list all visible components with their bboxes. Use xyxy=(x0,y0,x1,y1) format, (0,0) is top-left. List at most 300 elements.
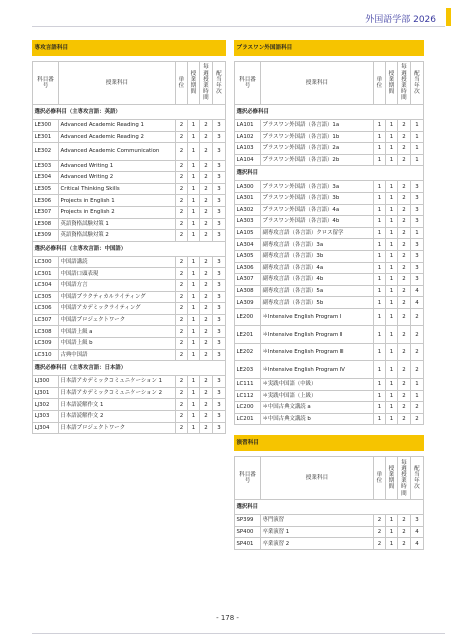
course-period: 1 xyxy=(385,274,397,286)
course-name: プラスワン外国語（各言語）2a xyxy=(261,143,374,155)
column-header-units: 単位 xyxy=(373,457,385,500)
course-units: 2 xyxy=(175,183,187,195)
course-weekly-hours: 2 xyxy=(199,268,212,280)
table-row xyxy=(235,227,424,239)
section-header-row xyxy=(33,361,226,376)
course-period: 1 xyxy=(385,402,397,414)
course-weekly-hours: 2 xyxy=(397,378,410,390)
course-period: 1 xyxy=(385,192,397,204)
table-row xyxy=(33,376,226,388)
course-year: 3 xyxy=(212,410,225,422)
table-row xyxy=(235,216,424,228)
course-year: 3 xyxy=(212,338,225,350)
course-period: 1 xyxy=(187,172,199,184)
table-row xyxy=(235,192,424,204)
course-name: Advanced Academic Communication xyxy=(59,143,176,161)
table-row xyxy=(33,256,226,268)
course-name: Advanced Academic Reading 1 xyxy=(59,120,176,132)
course-period: 1 xyxy=(187,218,199,230)
header-accent-tab xyxy=(446,8,451,26)
course-weekly-hours: 2 xyxy=(199,349,212,361)
course-name: プラスワン外国語（各言語）3a xyxy=(261,181,374,193)
table-row xyxy=(235,361,424,379)
table-row xyxy=(33,387,226,399)
section-label: 選択必修科目（主専攻言語：日本語） xyxy=(33,361,226,376)
table-gap xyxy=(234,425,424,435)
course-year: 3 xyxy=(212,291,225,303)
course-period: 1 xyxy=(385,216,397,228)
table-row xyxy=(33,195,226,207)
course-name: 中国語上級 b xyxy=(59,338,176,350)
course-weekly-hours: 2 xyxy=(397,143,410,155)
course-units: 1 xyxy=(373,378,385,390)
course-weekly-hours: 2 xyxy=(397,154,410,166)
course-units: 1 xyxy=(373,181,385,193)
course-code: LJ301 xyxy=(33,387,59,399)
course-code: LJ300 xyxy=(33,376,59,388)
course-weekly-hours: 2 xyxy=(199,376,212,388)
table-row xyxy=(33,218,226,230)
course-name: 専門演習 xyxy=(261,515,374,527)
course-units: 2 xyxy=(175,218,187,230)
course-year: 1 xyxy=(410,143,423,155)
course-period: 1 xyxy=(187,143,199,161)
course-weekly-hours: 2 xyxy=(199,160,212,172)
table-row xyxy=(33,349,226,361)
course-year: 3 xyxy=(212,160,225,172)
course-name: 中国語方言 xyxy=(59,280,176,292)
course-weekly-hours: 2 xyxy=(199,314,212,326)
table-row xyxy=(33,268,226,280)
course-period: 1 xyxy=(187,268,199,280)
table-row xyxy=(235,131,424,143)
course-weekly-hours: 2 xyxy=(199,291,212,303)
section-label: 選択必修科目（主専攻言語：英語） xyxy=(33,105,226,120)
course-period: 1 xyxy=(187,338,199,350)
footer-divider xyxy=(32,633,445,634)
course-code: LA309 xyxy=(235,297,261,309)
course-units: 1 xyxy=(373,262,385,274)
course-weekly-hours: 2 xyxy=(199,230,212,242)
course-year: 3 xyxy=(212,314,225,326)
course-year: 3 xyxy=(212,172,225,184)
course-weekly-hours: 2 xyxy=(199,120,212,132)
course-year: 3 xyxy=(410,192,423,204)
course-weekly-hours: 2 xyxy=(199,195,212,207)
section-header-row xyxy=(235,500,424,515)
course-units: 2 xyxy=(175,410,187,422)
course-year: 4 xyxy=(410,538,423,550)
course-units: 2 xyxy=(175,349,187,361)
course-code: LA304 xyxy=(235,239,261,251)
course-code: SP399 xyxy=(235,515,261,527)
column-header-code: 科目番号 xyxy=(235,457,261,500)
course-code: LJ304 xyxy=(33,422,59,434)
course-code: LE308 xyxy=(33,218,59,230)
course-units: 2 xyxy=(175,422,187,434)
table-row xyxy=(235,378,424,390)
course-weekly-hours: 2 xyxy=(199,399,212,411)
course-year: 3 xyxy=(212,230,225,242)
table-row xyxy=(33,120,226,132)
table-row xyxy=(235,274,424,286)
course-code: LE303 xyxy=(33,160,59,172)
course-weekly-hours: 2 xyxy=(199,218,212,230)
course-period: 1 xyxy=(385,538,397,550)
course-units: 2 xyxy=(175,160,187,172)
column-header-subject: 授業科目 xyxy=(261,457,374,500)
course-period: 1 xyxy=(187,120,199,132)
table-row xyxy=(33,172,226,184)
course-period: 1 xyxy=(187,230,199,242)
course-name: Critical Thinking Skills xyxy=(59,183,176,195)
course-name: 副専攻言語（各言語）3a xyxy=(261,239,374,251)
course-units: 2 xyxy=(175,230,187,242)
course-code: LC305 xyxy=(33,291,59,303)
course-weekly-hours: 2 xyxy=(397,308,410,326)
table-row xyxy=(33,280,226,292)
course-units: 1 xyxy=(373,204,385,216)
table-title: 演習科目 xyxy=(235,436,424,451)
course-weekly-hours: 2 xyxy=(397,526,410,538)
column-header-year: 配当年次 xyxy=(410,457,423,500)
course-name: 英語資格試験対策 2 xyxy=(59,230,176,242)
column-header-code: 科目番号 xyxy=(33,62,59,105)
course-period: 1 xyxy=(187,326,199,338)
course-code: LE307 xyxy=(33,207,59,219)
course-code: LC111 xyxy=(235,378,261,390)
course-units: 2 xyxy=(175,120,187,132)
course-code: LC301 xyxy=(33,268,59,280)
course-name: Projects in English 2 xyxy=(59,207,176,219)
course-code: LC200 xyxy=(235,402,261,414)
course-units: 2 xyxy=(175,326,187,338)
course-year: 3 xyxy=(410,274,423,286)
column-header-year: 配当年次 xyxy=(410,62,423,105)
course-name: 日本語アカデミックコミュニケーション 2 xyxy=(59,387,176,399)
major-language-course-table xyxy=(32,40,226,434)
section-label: 選択科目 xyxy=(235,166,424,181)
course-year: 3 xyxy=(212,399,225,411)
course-weekly-hours: 2 xyxy=(199,131,212,143)
course-year: 3 xyxy=(212,131,225,143)
course-period: 1 xyxy=(187,399,199,411)
table-row xyxy=(235,297,424,309)
course-period: 1 xyxy=(385,143,397,155)
course-units: 1 xyxy=(373,308,385,326)
course-units: 2 xyxy=(175,131,187,143)
course-weekly-hours: 2 xyxy=(199,303,212,315)
table-row xyxy=(33,131,226,143)
course-year: 3 xyxy=(212,120,225,132)
course-code: LE309 xyxy=(33,230,59,242)
course-year: 1 xyxy=(410,378,423,390)
section-header-row xyxy=(235,105,424,120)
course-year: 3 xyxy=(410,262,423,274)
course-year: 2 xyxy=(410,343,423,361)
course-weekly-hours: 2 xyxy=(397,204,410,216)
course-name: Advanced Academic Reading 2 xyxy=(59,131,176,143)
course-name: ＊Intensive English Program Ⅰ xyxy=(261,308,374,326)
course-code: LC304 xyxy=(33,280,59,292)
course-year: 2 xyxy=(410,326,423,344)
course-period: 1 xyxy=(187,207,199,219)
left-column xyxy=(32,40,226,434)
course-name: プラスワン外国語（各言語）4b xyxy=(261,216,374,228)
course-period: 1 xyxy=(385,250,397,262)
course-year: 3 xyxy=(410,250,423,262)
course-year: 3 xyxy=(212,387,225,399)
header-divider xyxy=(32,26,445,27)
course-code: LC300 xyxy=(33,256,59,268)
column-header-period: 授業期間 xyxy=(187,62,199,105)
table-row xyxy=(235,154,424,166)
column-header-row xyxy=(235,457,424,500)
course-name: ＊Intensive English Program Ⅱ xyxy=(261,326,374,344)
course-code: LA302 xyxy=(235,204,261,216)
course-units: 2 xyxy=(175,207,187,219)
table-title-row xyxy=(33,41,226,56)
table-row xyxy=(33,410,226,422)
page-number: - 178 - xyxy=(216,614,239,622)
course-year: 3 xyxy=(212,326,225,338)
course-code: LA308 xyxy=(235,285,261,297)
course-period: 1 xyxy=(187,349,199,361)
course-units: 1 xyxy=(373,390,385,402)
column-header-period: 授業期間 xyxy=(385,457,397,500)
course-code: LE306 xyxy=(33,195,59,207)
course-code: LE305 xyxy=(33,183,59,195)
course-name: 卒業演習 2 xyxy=(261,538,374,550)
course-weekly-hours: 2 xyxy=(397,262,410,274)
course-weekly-hours: 2 xyxy=(397,390,410,402)
section-label: 選択科目 xyxy=(235,500,424,515)
course-weekly-hours: 2 xyxy=(397,326,410,344)
column-header-row xyxy=(33,62,226,105)
course-units: 1 xyxy=(373,216,385,228)
table-row xyxy=(235,343,424,361)
course-weekly-hours: 2 xyxy=(199,422,212,434)
course-weekly-hours: 2 xyxy=(397,131,410,143)
course-units: 1 xyxy=(373,361,385,379)
table-row xyxy=(33,399,226,411)
course-name: 副専攻言語（各言語）5a xyxy=(261,285,374,297)
course-code: LC308 xyxy=(33,326,59,338)
course-name: 中国語上級 a xyxy=(59,326,176,338)
course-name: 中国語講読 xyxy=(59,256,176,268)
table-row xyxy=(235,402,424,414)
course-code: LA103 xyxy=(235,143,261,155)
course-name: ＊Intensive English Program Ⅳ xyxy=(261,361,374,379)
course-code: LE203 xyxy=(235,361,261,379)
course-name: プラスワン外国語（各言語）1b xyxy=(261,131,374,143)
course-units: 2 xyxy=(175,256,187,268)
course-name: 日本語アカデミックコミュニケーション 1 xyxy=(59,376,176,388)
course-units: 2 xyxy=(175,291,187,303)
course-weekly-hours: 2 xyxy=(397,227,410,239)
course-period: 1 xyxy=(187,280,199,292)
course-code: LA102 xyxy=(235,131,261,143)
course-name: 副専攻言語（各言語）5b xyxy=(261,297,374,309)
course-name: ＊実践中国語（上級） xyxy=(261,390,374,402)
seminar-course-table xyxy=(234,435,424,550)
course-year: 4 xyxy=(410,297,423,309)
course-units: 2 xyxy=(175,195,187,207)
table-row xyxy=(235,308,424,326)
table-title: プラスワン外国語科目 xyxy=(235,41,424,56)
page-header-title: 外国語学部 2026 xyxy=(365,15,436,25)
section-header-row xyxy=(235,166,424,181)
course-units: 1 xyxy=(373,239,385,251)
course-units: 1 xyxy=(373,413,385,425)
course-code: LA307 xyxy=(235,274,261,286)
course-period: 1 xyxy=(385,326,397,344)
course-weekly-hours: 2 xyxy=(199,207,212,219)
course-period: 1 xyxy=(385,262,397,274)
course-name: 中国語プロジェクトワーク xyxy=(59,314,176,326)
course-year: 3 xyxy=(212,195,225,207)
course-weekly-hours: 2 xyxy=(397,402,410,414)
course-period: 1 xyxy=(187,291,199,303)
course-year: 3 xyxy=(410,204,423,216)
course-name: ＊中国古典文講読 b xyxy=(261,413,374,425)
course-weekly-hours: 2 xyxy=(397,181,410,193)
course-period: 1 xyxy=(187,422,199,434)
course-name: プラスワン外国語（各言語）2b xyxy=(261,154,374,166)
course-period: 1 xyxy=(385,131,397,143)
course-period: 1 xyxy=(187,376,199,388)
column-header-subject: 授業科目 xyxy=(59,62,176,105)
course-period: 1 xyxy=(385,239,397,251)
course-units: 1 xyxy=(373,343,385,361)
course-code: LE304 xyxy=(33,172,59,184)
course-units: 2 xyxy=(373,538,385,550)
course-units: 1 xyxy=(373,154,385,166)
table-row xyxy=(235,326,424,344)
course-units: 2 xyxy=(373,526,385,538)
course-code: LE200 xyxy=(235,308,261,326)
course-period: 1 xyxy=(187,410,199,422)
course-units: 1 xyxy=(373,297,385,309)
table-row xyxy=(235,181,424,193)
course-year: 4 xyxy=(410,285,423,297)
course-period: 1 xyxy=(187,303,199,315)
course-weekly-hours: 2 xyxy=(199,280,212,292)
course-code: LC309 xyxy=(33,338,59,350)
course-year: 3 xyxy=(212,207,225,219)
course-code: LC112 xyxy=(235,390,261,402)
course-period: 1 xyxy=(385,343,397,361)
course-units: 1 xyxy=(373,227,385,239)
table-title-row xyxy=(235,436,424,451)
course-code: LJ302 xyxy=(33,399,59,411)
table-row xyxy=(33,303,226,315)
course-weekly-hours: 2 xyxy=(199,183,212,195)
course-weekly-hours: 2 xyxy=(397,297,410,309)
table-title-row xyxy=(235,41,424,56)
course-period: 1 xyxy=(187,160,199,172)
course-year: 3 xyxy=(212,256,225,268)
course-code: LJ303 xyxy=(33,410,59,422)
course-year: 1 xyxy=(410,154,423,166)
course-code: LC307 xyxy=(33,314,59,326)
course-year: 3 xyxy=(410,239,423,251)
course-units: 1 xyxy=(373,192,385,204)
course-name: プラスワン外国語（各言語）4a xyxy=(261,204,374,216)
course-year: 2 xyxy=(410,308,423,326)
course-period: 1 xyxy=(385,308,397,326)
course-period: 1 xyxy=(385,390,397,402)
course-code: LE302 xyxy=(33,143,59,161)
course-period: 1 xyxy=(385,413,397,425)
course-period: 1 xyxy=(385,204,397,216)
course-year: 3 xyxy=(410,216,423,228)
course-name: ＊中国古典文講読 a xyxy=(261,402,374,414)
course-name: Projects in English 1 xyxy=(59,195,176,207)
course-weekly-hours: 2 xyxy=(397,285,410,297)
course-name: ＊実践中国語（中級） xyxy=(261,378,374,390)
course-year: 3 xyxy=(212,218,225,230)
course-weekly-hours: 2 xyxy=(397,515,410,527)
table-row xyxy=(235,538,424,550)
course-year: 4 xyxy=(410,526,423,538)
course-year: 3 xyxy=(212,143,225,161)
table-row xyxy=(235,262,424,274)
course-period: 1 xyxy=(385,285,397,297)
column-header-units: 単位 xyxy=(373,62,385,105)
section-label: 選択必修科目 xyxy=(235,105,424,120)
course-year: 2 xyxy=(410,361,423,379)
course-name: Advanced Writing 2 xyxy=(59,172,176,184)
plus-one-language-course-table xyxy=(234,40,424,425)
course-year: 3 xyxy=(212,376,225,388)
course-period: 1 xyxy=(385,227,397,239)
course-code: LC310 xyxy=(33,349,59,361)
column-header-year: 配当年次 xyxy=(212,62,225,105)
course-code: LC306 xyxy=(33,303,59,315)
course-name: Advanced Writing 1 xyxy=(59,160,176,172)
course-weekly-hours: 2 xyxy=(397,239,410,251)
course-weekly-hours: 2 xyxy=(397,413,410,425)
course-year: 1 xyxy=(410,227,423,239)
course-weekly-hours: 2 xyxy=(397,361,410,379)
course-code: LA101 xyxy=(235,120,261,132)
course-name: ＊Intensive English Program Ⅲ xyxy=(261,343,374,361)
section-header-row xyxy=(33,105,226,120)
course-year: 3 xyxy=(212,422,225,434)
table-row xyxy=(235,250,424,262)
course-name: 古典中国語 xyxy=(59,349,176,361)
course-units: 2 xyxy=(175,387,187,399)
course-name: 副専攻言語（各言語）クロス留学 xyxy=(261,227,374,239)
table-row xyxy=(235,120,424,132)
course-code: LA105 xyxy=(235,227,261,239)
course-year: 3 xyxy=(212,349,225,361)
course-weekly-hours: 2 xyxy=(199,172,212,184)
table-row xyxy=(33,422,226,434)
section-label: 選択必修科目（主専攻言語：中国語） xyxy=(33,241,226,256)
column-header-subject: 授業科目 xyxy=(261,62,374,105)
table-row xyxy=(33,230,226,242)
table-row xyxy=(33,160,226,172)
course-units: 1 xyxy=(373,250,385,262)
course-year: 2 xyxy=(410,413,423,425)
course-weekly-hours: 2 xyxy=(199,256,212,268)
table-row xyxy=(235,285,424,297)
course-year: 3 xyxy=(212,303,225,315)
column-header-weekly: 毎週授業時間 xyxy=(397,457,410,500)
course-code: LA305 xyxy=(235,250,261,262)
